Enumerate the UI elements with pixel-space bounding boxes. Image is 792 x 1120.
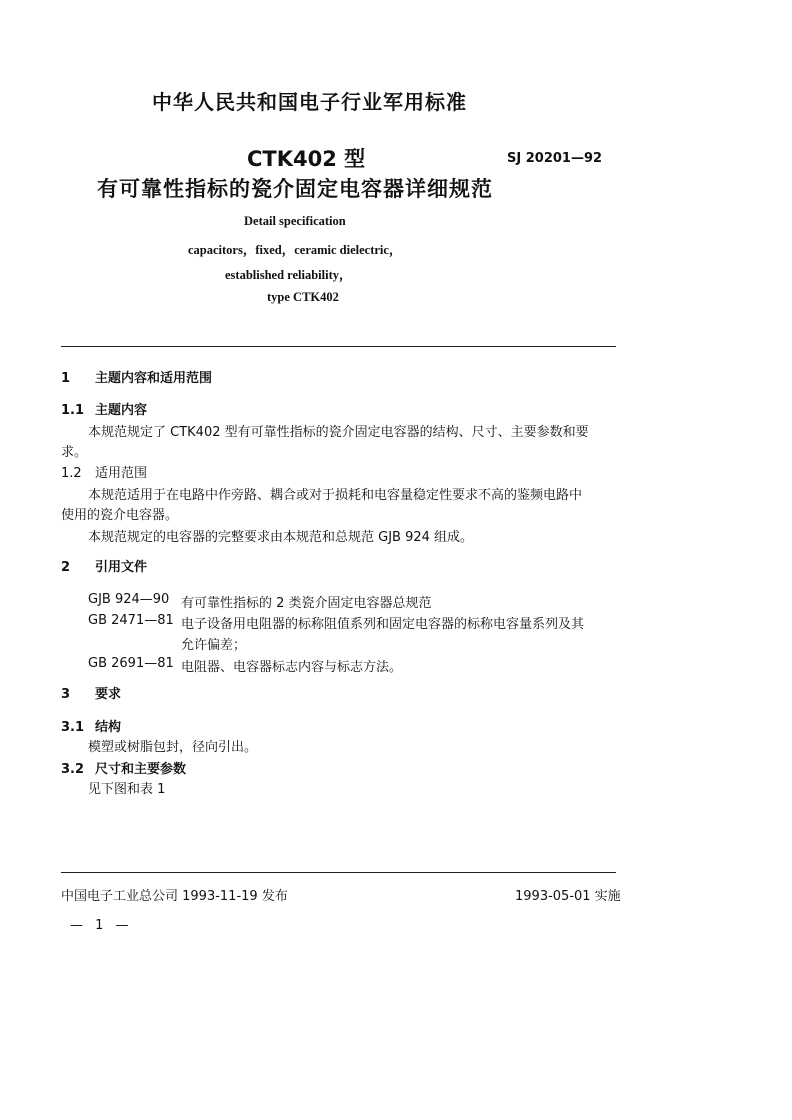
reference-code: GB 2691—81 — [88, 656, 174, 671]
title-en-line-1: Detail specification — [244, 214, 346, 228]
section-title: 要求 — [95, 687, 122, 702]
section-3-2-heading — [61, 761, 186, 778]
reference-title-continued: 允许偏差； — [181, 638, 247, 653]
section-1-2-para-1-line-2: 使用的瓷介电容器。 — [61, 508, 179, 523]
issue-info: 中国电子工业总公司 1993-11-19 发布 — [61, 889, 288, 904]
section-3-1-heading — [61, 719, 121, 736]
section-3-2-para: 见下图和表 1 — [88, 782, 166, 797]
reference-code: GJB 924—90 — [88, 592, 170, 607]
section-1-2-heading — [61, 465, 147, 482]
section-number: 2 — [61, 560, 71, 575]
section-3-heading — [61, 686, 121, 703]
section-1-2-para-2: 本规范规定的电容器的完整要求由本规范和总规范 GJB 924 组成。 — [88, 530, 474, 545]
section-number: 1.2 — [61, 466, 82, 481]
title-en-line-4: type CTK402 — [267, 290, 339, 304]
section-title: 引用文件 — [95, 560, 148, 575]
section-number: 3.1 — [61, 720, 85, 735]
section-title: 尺寸和主要参数 — [95, 762, 187, 777]
section-number: 1 — [61, 371, 71, 386]
reference-title: 电子设备用电阻器的标称阻值系列和固定电容器的标称电容量系列及其 — [181, 617, 585, 632]
national-standard-heading: 中华人民共和国电子行业军用标准 — [152, 90, 467, 114]
section-title: 主题内容 — [95, 403, 148, 418]
section-title: 结构 — [95, 720, 122, 735]
section-1-1-heading — [61, 402, 147, 419]
section-title: 主题内容和适用范围 — [95, 371, 213, 386]
top-divider — [61, 346, 616, 347]
section-number: 3 — [61, 687, 71, 702]
section-number: 3.2 — [61, 762, 85, 777]
product-model: CTK402 型 — [247, 147, 366, 171]
document-title-cn: 有可靠性指标的瓷介固定电容器详细规范 — [97, 177, 493, 201]
section-2-heading — [61, 559, 147, 576]
page-number: — 1 — — [70, 918, 133, 933]
reference-code: GB 2471—81 — [88, 613, 174, 628]
bottom-divider — [61, 872, 616, 873]
title-en-line-3: established reliability， — [225, 268, 352, 282]
effective-date: 1993-05-01 实施 — [515, 889, 621, 904]
section-3-1-para: 模塑或树脂包封，径向引出。 — [88, 740, 258, 755]
section-1-2-para-1-line-1: 本规范适用于在电路中作旁路、耦合或对于损耗和电容量稳定性要求不高的鉴频电路中 — [88, 488, 583, 503]
title-en-line-2: capacitors，fixed，ceramic dielectric， — [188, 243, 402, 257]
reference-title: 电阻器、电容器标志内容与标志方法。 — [181, 660, 403, 675]
reference-title: 有可靠性指标的 2 类瓷介固定电容器总规范 — [181, 596, 432, 611]
section-1-1-para-line-1: 本规范规定了 CTK402 型有可靠性指标的瓷介固定电容器的结构、尺寸、主要参数和要 — [88, 425, 589, 440]
standard-number: SJ 20201—92 — [507, 151, 603, 166]
section-title: 适用范围 — [95, 466, 148, 481]
section-1-1-para-line-2: 求。 — [61, 445, 88, 460]
section-1-heading — [61, 370, 212, 387]
section-number: 1.1 — [61, 403, 85, 418]
